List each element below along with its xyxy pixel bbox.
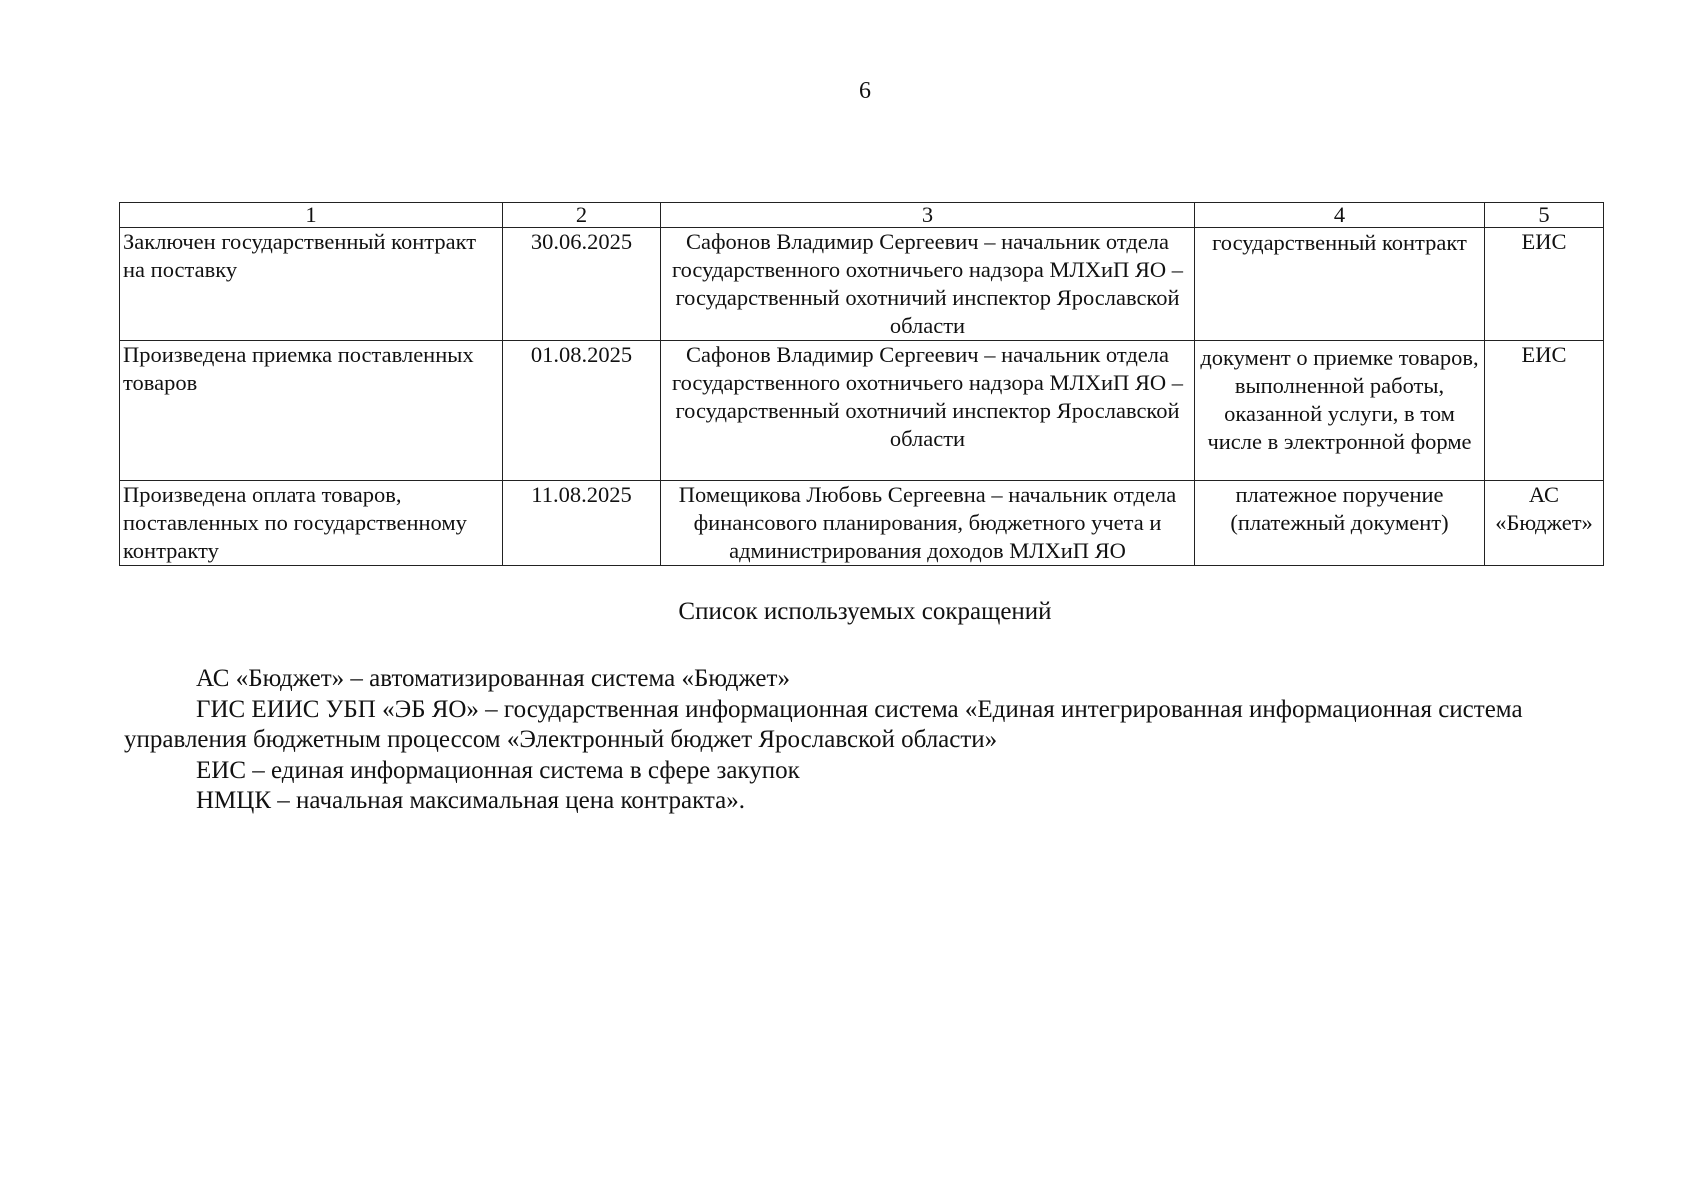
table-header-row (120, 203, 1604, 228)
abbreviation-item: НМЦК – начальная максимальная цена контракта». (196, 787, 745, 814)
column-header: 3 (661, 203, 1195, 228)
table-row (120, 481, 1604, 566)
abbreviation-item: ЕИС – единая информационная система в сфере закупок (196, 756, 800, 784)
page-number: 6 (859, 78, 871, 104)
abbreviations-list (124, 664, 1604, 817)
date-cell: 01.08.2025 (503, 341, 661, 481)
abbreviation-item: АС «Бюджет» – автоматизированная система «Бюджет» (196, 665, 790, 692)
date-cell: 11.08.2025 (503, 481, 661, 566)
document-cell: государственный контракт (1195, 228, 1485, 341)
event-cell: Произведена приемка поставленных товаров (120, 341, 503, 481)
responsible-cell: Сафонов Владимир Сергеевич – начальник отдела государственного охотничьего надзора МЛХиП ЯО – государственный охотничий инспектор Ярославской области (661, 228, 1195, 341)
abbreviations-title: Список используемых сокращений (678, 598, 1052, 625)
event-cell: Произведена оплата товаров, поставленных по государственному контракту (120, 481, 503, 566)
system-cell: ЕИС (1485, 228, 1604, 341)
abbreviation-item: ГИС ЕИИС УБП «ЭБ ЯО» – государственная информационная система «Единая интегрированная информационная система управления бюджетным процессом «Электронный бюджет Ярославской области» (124, 695, 1523, 753)
document-cell: документ о приемке товаров, выполненной работы, оказанной услуги, в том числе в электронной форме (1195, 341, 1485, 481)
column-header: 1 (120, 203, 503, 228)
procurement-table (119, 202, 1604, 566)
table-row (120, 228, 1604, 341)
column-header: 5 (1485, 203, 1604, 228)
document-cell: платежное поручение (платежный документ) (1195, 481, 1485, 566)
table-row (120, 341, 1604, 481)
column-header: 4 (1195, 203, 1485, 228)
system-cell: ЕИС (1485, 341, 1604, 481)
responsible-cell: Сафонов Владимир Сергеевич – начальник отдела государственного охотничьего надзора МЛХиП ЯО – государственный охотничий инспектор Ярославской области (661, 341, 1195, 481)
responsible-cell: Помещикова Любовь Сергеевна – начальник отдела финансового планирования, бюджетного учета и администрирования доходов МЛХиП ЯО (661, 481, 1195, 566)
column-header: 2 (503, 203, 661, 228)
event-cell: Заключен государственный контракт на поставку (120, 228, 503, 341)
system-cell: АС «Бюджет» (1485, 481, 1604, 566)
date-cell: 30.06.2025 (503, 228, 661, 341)
